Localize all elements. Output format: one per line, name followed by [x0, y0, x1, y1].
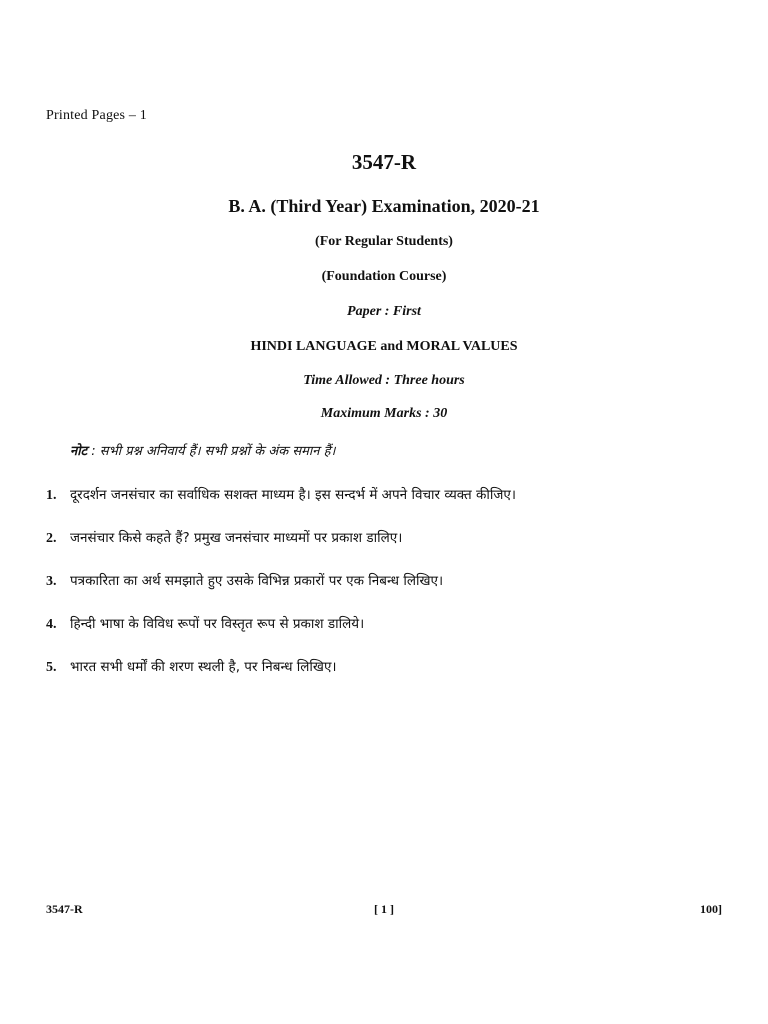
footer-copies: 100] [700, 902, 722, 916]
question-text: जनसंचार किसे कहते हैं? प्रमुख जनसंचार माध्यमों पर प्रकाश डालिए। [70, 530, 403, 546]
question-text: दूरदर्शन जनसंचार का सर्वाधिक सशक्त माध्यम है। इस सन्दर्भ में अपने विचार व्यक्त कीजिए। [70, 487, 516, 503]
question-text: पत्रकारिता का अर्थ समझाते हुए उसके विभिन्न प्रकारों पर एक निबन्ध लिखिए। [70, 573, 444, 589]
students-category: (For Regular Students) [315, 234, 453, 249]
maximum-marks: Maximum Marks : 30 [320, 406, 448, 421]
instruction-note [70, 441, 335, 459]
question-item [46, 528, 726, 547]
subject-title: HINDI LANGUAGE and MORAL VALUES [250, 339, 518, 354]
question-number: 2. [46, 531, 57, 546]
footer-paper-code: 3547-R [46, 902, 83, 916]
question-item [46, 657, 726, 676]
paper-code-title: 3547-R [351, 150, 417, 174]
note-text: : सभी प्रश्न अनिवार्य हैं। सभी प्रश्नों के अंक समान हैं। [87, 444, 336, 459]
question-number: 4. [46, 617, 57, 632]
question-number: 1. [46, 488, 57, 503]
time-allowed: Time Allowed : Three hours [303, 373, 465, 388]
paper-number: Paper : First [347, 304, 421, 319]
footer-page-number: [ 1 ] [374, 902, 394, 916]
note-label: नोट [70, 444, 88, 459]
question-text: हिन्दी भाषा के विविध रूपों पर विस्तृत रूप से प्रकाश डालिये। [70, 616, 365, 632]
printed-pages: Printed Pages – 1 [46, 108, 148, 123]
question-text: भारत सभी धर्मों की शरण स्थली है, पर निबन्ध लिखिए। [70, 659, 337, 675]
question-item [46, 485, 726, 504]
exam-title: B. A. (Third Year) Examination, 2020-21 [228, 196, 540, 216]
course-type: (Foundation Course) [321, 269, 447, 284]
question-number: 5. [46, 660, 57, 675]
question-number: 3. [46, 574, 57, 589]
question-item [46, 614, 726, 633]
question-item [46, 571, 726, 590]
